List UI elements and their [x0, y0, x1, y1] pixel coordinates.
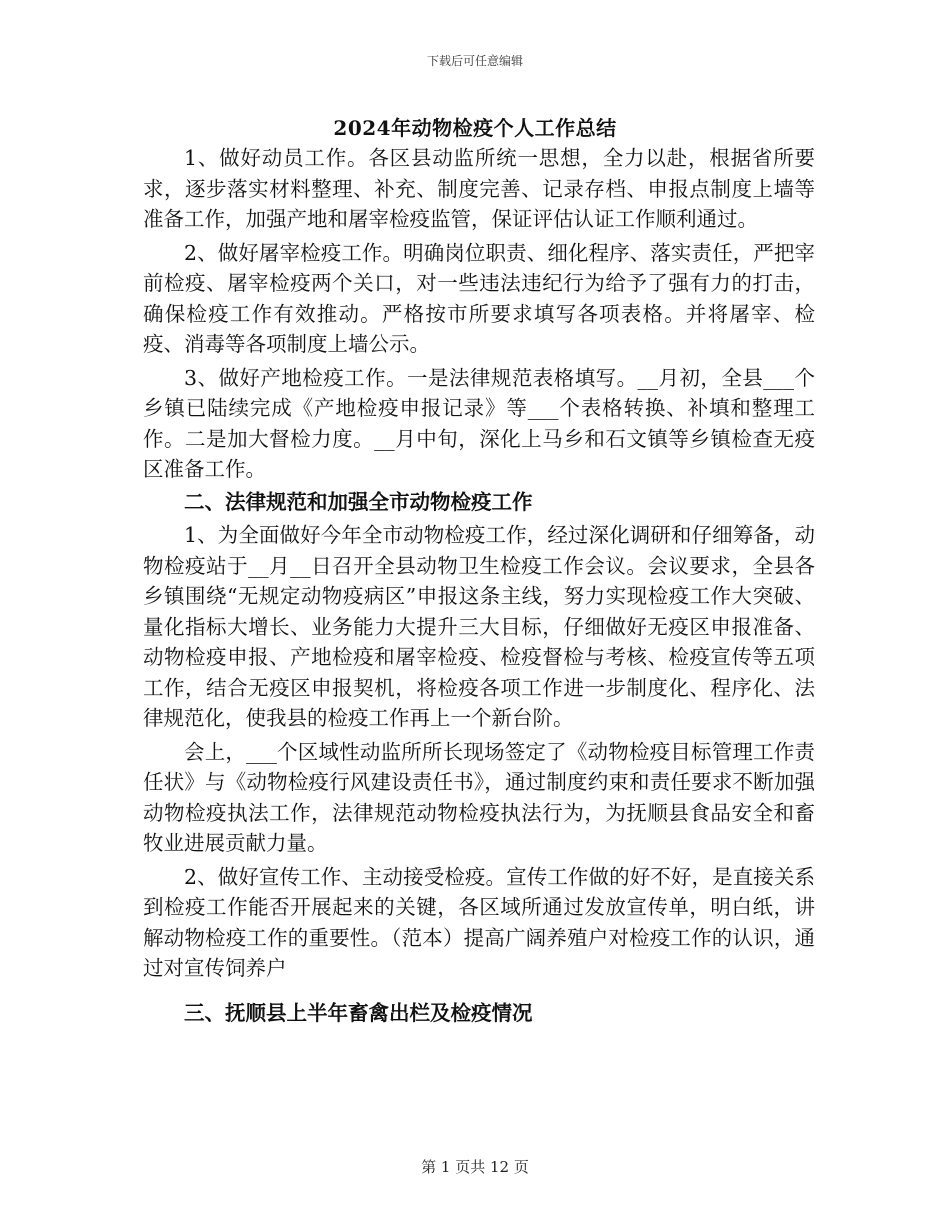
document-title: 2024年动物检疫个人工作总结 — [333, 116, 617, 140]
paragraph-mobilization: 1、做好动员工作。各区县动监所统一思想，全力以赴，根据省所要求，逐步落实材料整理、补充、制度完善、记录存档、申报点制度上墙等准备工作，加强产地和屠宰检疫监管，保证评估认证工作顺利通过。 — [143, 146, 815, 231]
paragraph-responsibility-signing: 会上，___个区域性动监所所长现场签定了《动物检疫目标管理工作责任状》与《动物检疫行风建设责任书》，通过制度约束和责任要求不断加强动物检疫执法工作，法律规范动物检疫执法行为，为抚顺县食品安全和畜牧业进展贡献力量。 — [143, 739, 815, 855]
document-body — [143, 143, 815, 1031]
paragraph-origin-inspection: 3、做好产地检疫工作。一是法律规范表格填写。__月初，全县___个乡镇已陆续完成《产地检疫申报记录》等___个表格转换、补填和整理工作。二是加大督检力度。__月中旬，深化上马乡和石文镇等乡镇检查无疫区准备工作。 — [143, 365, 815, 481]
header-note: 下载后可任意编辑 — [426, 54, 523, 68]
page-footer: 第 1 页共 12 页 — [421, 1158, 529, 1176]
paragraph-city-inspection-meeting: 1、为全面做好今年全市动物检疫工作，经过深化调研和仔细筹备，动物检疫站于__月__日召开全县动物卫生检疫工作会议。会议要求，全县各乡镇围绕“无规定动物疫病区”申报这条主线，努力实现检疫工作大突破、量化指标大增长、业务能力大提升三大目标，仔细做好无疫区申报准备、动物检疫申报、产地检疫和屠宰检疫、检疫督检与考核、检疫宣传等五项工作，结合无疫区申报契机，将检疫各项工作进一步制度化、程序化、法律规范化，使我县的检疫工作再上一个新台阶。 — [143, 523, 815, 730]
section-heading-2: 二、法律规范和加强全市动物检疫工作 — [184, 489, 533, 514]
section-heading-3: 三、抚顺县上半年畜禽出栏及检疫情况 — [184, 1000, 533, 1025]
paragraph-publicity-work: 2、做好宣传工作、主动接受检疫。宣传工作做的好不好，是直接关系到检疫工作能否开展起来的关键，各区域所通过发放宣传单，明白纸，讲解动物检疫工作的重要性。（范本）提高广阔养殖户对检疫工作的认识，通过对宣传饲养户 — [143, 864, 815, 980]
paragraph-slaughter-inspection: 2、做好屠宰检疫工作。明确岗位职责、细化程序、落实责任，严把宰前检疫、屠宰检疫两个关口，对一些违法违纪行为给予了强有力的打击，确保检疫工作有效推动。严格按市所要求填写各项表格。并将屠宰、检疫、消毒等各项制度上墙公示。 — [143, 240, 815, 356]
